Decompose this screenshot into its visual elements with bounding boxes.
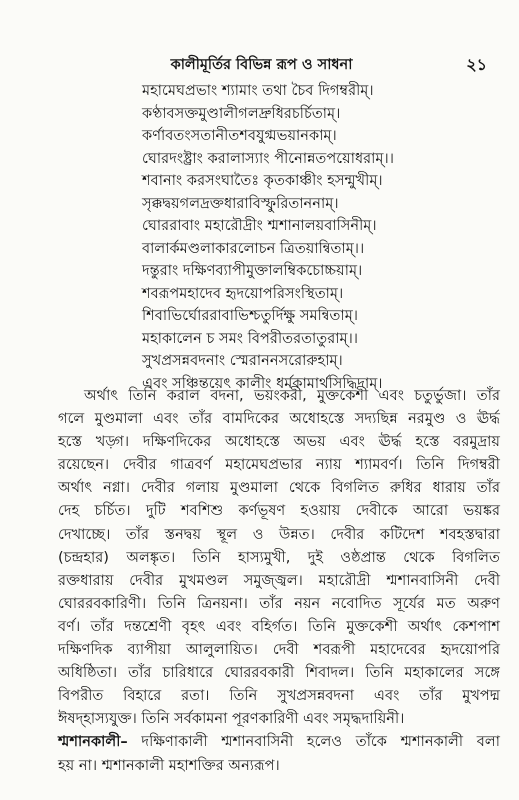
page-number: ২১ — [466, 55, 487, 74]
prose-line: দেখাচ্ছে। তাঁর স্তনদ্বয় স্থূল ও উন্নত। দেবীর কটিদেশ শবহস্তদ্বারা — [58, 525, 500, 543]
prose-line: দক্ষিণদিক ব্যাপীয়া আলুলায়িত। দেবী শবরূপী মহাদেবের হৃদয়োপরি — [58, 641, 500, 659]
prose-line: ঘোররবকারিণী। তিনি ত্রিনয়না। তাঁর নয়ন নবোদিত সূর্যের মত অরুণ — [58, 594, 500, 612]
verse-line: শবরূপমহাদেব হৃদয়োপরিসংস্থিতাম্। — [142, 284, 344, 302]
section-paragraph-line: হয় না। শ্মশানকালী মহাশক্তির অন্যরূপ। — [58, 756, 280, 774]
prose-line: রয়েছেন। দেবীর গাত্রবর্ণ মহামেঘপ্রভার ন্যায় শ্যামবর্ণ। তিনি দিগম্বরী — [58, 456, 500, 474]
prose-line: অর্থাৎ তিনি করাল বদনা, ভয়ংকরী, মুক্তকেশী এবং চতুর্ভুজা। তাঁর — [84, 387, 500, 404]
prose-line: হস্তে খড়্গ। দক্ষিণদিকের অধোহস্তে অভয় এবং ঊর্দ্ধ হস্তে বরমুদ্রায় — [58, 433, 500, 451]
section-term: শ্মশানকালী– — [58, 733, 128, 751]
verse-line: শিবাভির্ঘোররাবাভিশ্চতুর্দিক্ষু সমন্বিতাম্। — [142, 307, 359, 324]
verse-line: কণ্ঠাবসক্তমুণ্ডালীগলদ্রুধিরচর্চিতাম্। — [142, 104, 341, 122]
verse-line: সুখপ্রসন্নবদনাং স্মেরাননসরোরুহাম্। — [142, 352, 343, 369]
prose-line: দেহ চর্চিত। দুটি শবশিশু কর্ণভূষণ হওয়ায় দেবীকে আরো ভয়ঙ্কর — [58, 502, 500, 520]
verse-line: শবানাং করসংঘাতৈঃ কৃতকাঞ্চীং হসন্মুখীম্। — [142, 172, 383, 189]
prose-line: (চন্দ্রহার) অলঙ্কৃত। তিনি হাস্যমুখী, দুই ওষ্ঠপ্রান্ত থেকে বিগলিত — [58, 548, 500, 566]
prose-line: বিপরীত বিহারে রতা। তিনি সুখপ্রসন্নবদনা এবং তাঁর মুখপদ্ম — [58, 687, 500, 705]
verse-line: কর্ণাবতংসতানীতশবযুগ্মভয়ানকাম্। — [142, 127, 337, 144]
prose-line: ঈষদ্‌হাস্যযুক্ত। তিনি সর্বকামনা পূরণকারিণী এবং সমৃদ্ধদায়িনী। — [58, 710, 405, 728]
verse-line: এবং সঞ্চিন্তয়েৎ কালীং ধর্মকামার্থসিদ্ধিদাম্। — [142, 374, 383, 392]
verse-line: মহাকালেন চ সমং বিপরীতরতাতুরাম্।। — [142, 329, 359, 347]
explanation-paragraph — [58, 384, 500, 777]
sanskrit-verse — [142, 80, 512, 395]
verse-line: দন্তুরাং দক্ষিণব্যাপীমুক্তালম্বিকচোচ্চয়াম্। — [142, 262, 363, 279]
page-header — [30, 52, 493, 74]
section-paragraph-line — [58, 730, 500, 753]
verse-line: বালার্কমণ্ডলাকারলোচন ত্রিতয়ান্বিতাম্।। — [142, 239, 365, 257]
prose-line: অর্থাৎ নগ্না। দেবীর গলায় মুণ্ডমালা থেকে বিগলিত রুধির ধারায় তাঁর — [58, 479, 500, 497]
verse-line: মহামেঘপ্রভাং শ্যামাং তথা চৈব দিগম্বরীম্। — [142, 82, 374, 99]
section-text: দক্ষিণাকালী শ্মশানবাসিনী হলেও তাঁকে শ্মশানকালী বলা — [127, 733, 500, 751]
prose-line: অধিষ্ঠিতা। তাঁর চারিধারে ঘোররবকারী শিবাদল। তিনি মহাকালের সঙ্গে — [58, 664, 500, 682]
verse-line: ঘোরদংষ্ট্রাং করালাস্যাং পীনোন্নতপয়োধরাম্।। — [142, 149, 394, 167]
prose-line: গলে মুণ্ডমালা এবং তাঁর বামদিকের অধোহস্তে সদ্যছিন্ন নরমুণ্ড ও ঊর্দ্ধ — [58, 410, 500, 428]
prose-line: বর্ণ। তাঁর দন্তশ্রেণী বৃহৎ এবং বহির্গত। তিনি মুক্তকেশী অর্থাৎ কেশপাশ — [58, 617, 500, 635]
prose-line: রক্তধারায় দেবীর মুখমণ্ডল সমুজ্জ্বল। মহারৌদ্রী শ্মশানবাসিনী দেবী — [58, 571, 500, 589]
verse-line: ঘোররাবাং মহারৌদ্রীং শ্মশানালয়বাসিনীম্। — [142, 217, 377, 234]
running-title: কালীমূর্তির বিভিন্ন রূপ ও সাধনা — [170, 57, 353, 73]
verse-line: সৃক্কদ্বয়গলদ্রক্তধারাবিস্ফুরিতাননাম্। — [142, 194, 339, 212]
